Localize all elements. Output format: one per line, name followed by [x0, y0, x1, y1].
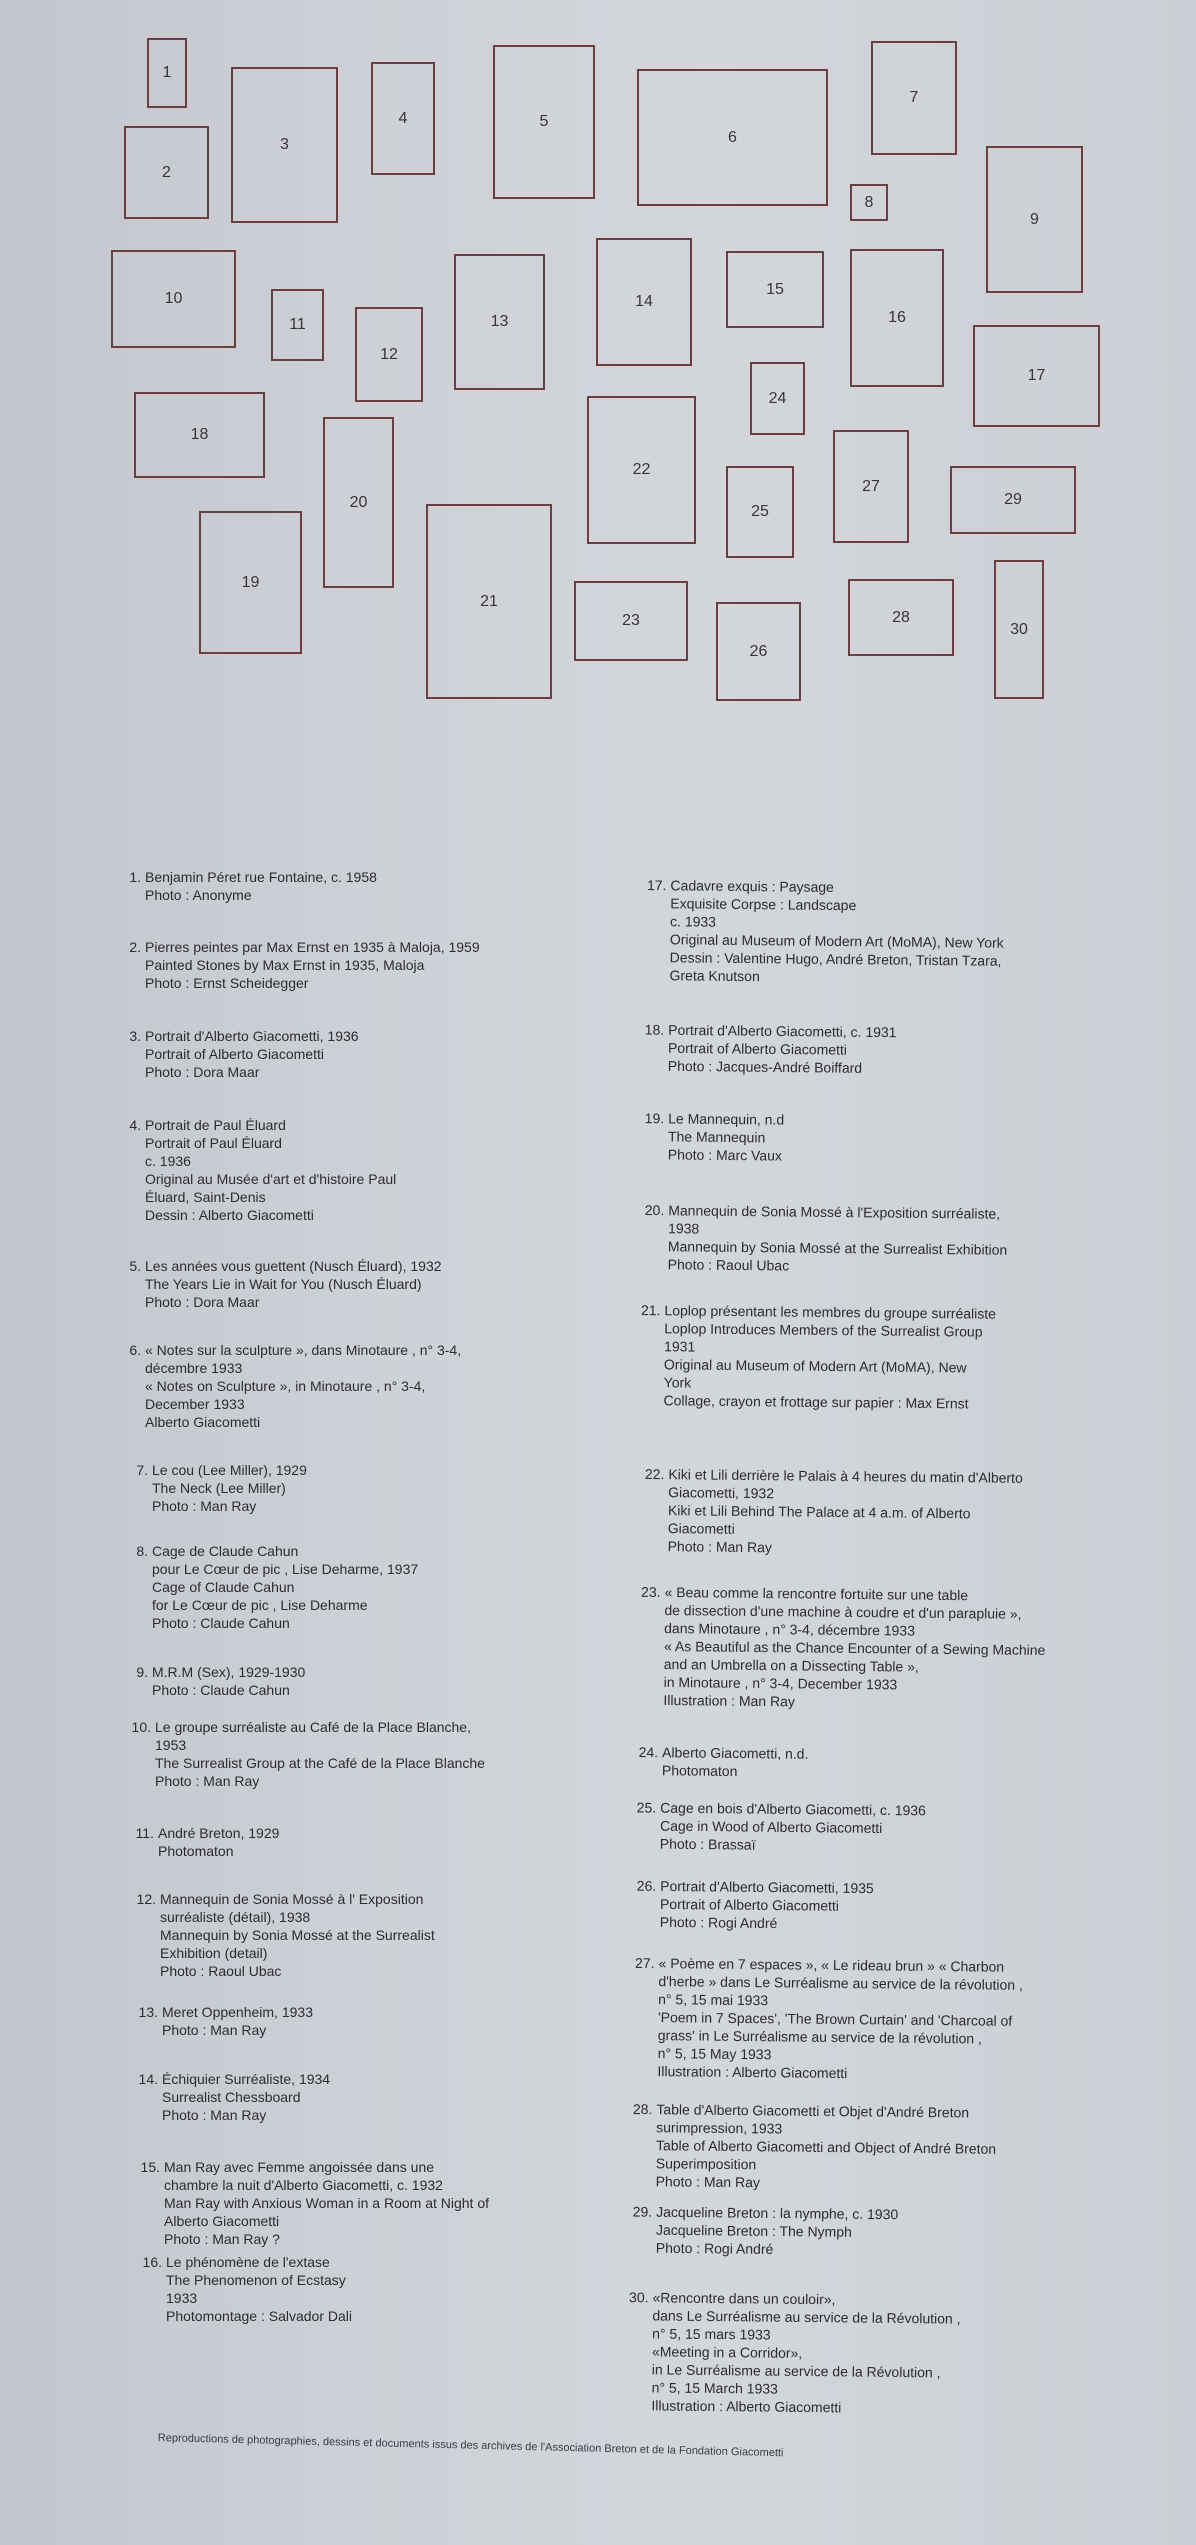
caption-line: Le phénomène de l'extase — [166, 2254, 330, 2270]
frame-number: 1 — [162, 64, 172, 81]
caption-line: Mannequin de Sonia Mossé à l' Exposition — [160, 1891, 424, 1907]
caption-number: 20. — [644, 1201, 665, 1219]
caption-line: Kiki et Lili Behind The Palace at 4 a.m. of Alberto — [667, 1502, 971, 1522]
caption-line: 'Poem in 7 Spaces', 'The Brown Curtain' and 'Charcoal of — [657, 2009, 1013, 2029]
frame-number: 15 — [766, 280, 784, 298]
frame-number: 6 — [728, 128, 737, 146]
frame-20 — [323, 417, 394, 588]
caption-line: Portrait de Paul Éluard — [145, 1117, 286, 1133]
caption-line: « Poème en 7 espaces », « Le rideau brun » « Charbon — [658, 1955, 1005, 1975]
frame-number: 8 — [864, 193, 874, 211]
caption-line: Photo : Dora Maar — [145, 1294, 260, 1310]
caption-line: Alberto Giacometti, n.d. — [662, 1744, 809, 1762]
frame-number: 7 — [909, 89, 919, 106]
caption-line: de dissection d'une machine à coudre et d'un parapluie », — [664, 1602, 1022, 1622]
caption-line: Exhibition (detail) — [160, 1945, 268, 1961]
caption-line: in Le Surréalisme au service de la Révolution , — [651, 2361, 941, 2381]
caption-2 — [129, 938, 480, 992]
caption-6 — [129, 1341, 462, 1431]
caption-line: Jacqueline Breton : The Nymph — [655, 2221, 852, 2240]
caption-line: décembre 1933 — [145, 1360, 243, 1376]
caption-line: Photomontage : Salvador Dali — [166, 2308, 352, 2324]
caption-number: 10. — [131, 1719, 151, 1735]
caption-11 — [135, 1824, 280, 1860]
frame-9 — [986, 146, 1083, 293]
frame-21 — [426, 504, 552, 699]
caption-line: « Beau comme la rencontre fortuite sur une table — [664, 1584, 969, 1604]
caption-line: Original au Museum of Modern Art (MoMA), New — [663, 1356, 967, 1376]
caption-number: 3. — [129, 1028, 141, 1044]
caption-line: 1931 — [664, 1338, 696, 1355]
caption-number: 8. — [136, 1543, 148, 1559]
frame-number: 14 — [635, 293, 653, 310]
caption-line: Portrait of Paul Éluard — [145, 1135, 282, 1151]
caption-4 — [129, 1116, 397, 1224]
frame-15 — [726, 251, 824, 328]
caption-number: 27. — [635, 1954, 655, 1972]
caption-number: 19. — [644, 1110, 665, 1127]
caption-line: Greta Knutson — [669, 967, 760, 985]
caption-7 — [136, 1461, 307, 1515]
caption-23 — [641, 1583, 1046, 1713]
caption-line: Portrait d'Alberto Giacometti, c. 1931 — [668, 1021, 897, 1041]
caption-line: Benjamin Péret rue Fontaine, c. 1958 — [145, 869, 377, 885]
caption-18 — [644, 1021, 897, 1077]
caption-line: «Meeting in a Corridor», — [651, 2343, 803, 2361]
caption-line: « Notes sur la sculpture », dans Minotaure , n° 3-4, — [145, 1342, 462, 1358]
caption-line: The Mannequin — [667, 1128, 766, 1146]
footer-credit: Reproductions de photographies, dessins et documents issus des archives de l'Association Breton et de la Fondation Giacometti — [157, 2432, 784, 2460]
frame-29 — [950, 466, 1076, 534]
caption-17 — [646, 876, 1004, 987]
caption-line: Portrait of Alberto Giacometti — [667, 1039, 848, 1058]
caption-line: Cadavre exquis : Paysage — [670, 877, 834, 895]
caption-number: 11. — [135, 1825, 154, 1841]
caption-line: Jacqueline Breton : la nymphe, c. 1930 — [656, 2203, 899, 2223]
frame-number: 17 — [1027, 367, 1046, 384]
frame-number: 9 — [1030, 210, 1039, 228]
caption-line: Illustration : Alberto Giacometti — [651, 2397, 842, 2416]
caption-line: Le groupe surréaliste au Café de la Place Blanche, — [155, 1719, 471, 1735]
caption-line: Photo : Man Ray — [667, 1538, 772, 1556]
caption-line: Photo : Marc Vaux — [667, 1146, 783, 1164]
caption-number: 18. — [644, 1021, 665, 1038]
caption-line: Superimposition — [655, 2155, 757, 2173]
caption-number: 22. — [644, 1465, 665, 1483]
caption-line: c. 1933 — [670, 913, 717, 930]
caption-number: 26. — [636, 1877, 657, 1894]
caption-line: Photomaton — [661, 1762, 738, 1780]
frame-7 — [871, 41, 957, 155]
caption-number: 2. — [129, 939, 141, 955]
frame-6 — [637, 69, 828, 206]
frame-number: 23 — [622, 612, 640, 629]
frame-number: 21 — [480, 592, 498, 610]
caption-line: in Minotaure , n° 3-4, December 1933 — [663, 1674, 898, 1693]
frame-26 — [716, 602, 801, 701]
caption-number: 28. — [632, 2100, 653, 2118]
caption-line: Photo : Man Ray — [152, 1498, 257, 1514]
frame-2 — [124, 126, 209, 219]
caption-line: Photo : Claude Cahun — [152, 1682, 290, 1698]
frame-14 — [596, 238, 692, 366]
caption-13 — [138, 2003, 313, 2039]
frame-8 — [850, 184, 888, 221]
caption-25 — [636, 1799, 926, 1856]
frame-number: 28 — [892, 608, 910, 626]
caption-3 — [129, 1027, 359, 1081]
caption-number: 24. — [638, 1743, 659, 1761]
caption-number: 17. — [646, 877, 667, 894]
caption-line: « Notes on Sculpture », in Minotaure , n° 3-4, — [145, 1378, 426, 1394]
caption-number: 25. — [636, 1799, 657, 1816]
caption-16 — [142, 2253, 352, 2325]
caption-line: « As Beautiful as the Chance Encounter of a Sewing Machine — [663, 1638, 1046, 1658]
caption-line: Les années vous guettent (Nusch Éluard), 1932 — [145, 1258, 442, 1274]
frame-5 — [493, 45, 595, 199]
frame-number: 27 — [862, 477, 880, 495]
frame-number: 13 — [490, 313, 509, 330]
frame-number: 5 — [539, 113, 549, 130]
caption-line: n° 5, 15 mai 1933 — [658, 1991, 769, 2009]
frame-number: 11 — [289, 316, 306, 333]
caption-line: Table of Alberto Giacometti and Object of André Breton — [655, 2137, 997, 2157]
caption-line: Photo : Raoul Ubac — [667, 1256, 790, 1274]
caption-line: Photo : Raoul Ubac — [160, 1963, 282, 1979]
caption-29 — [632, 2203, 899, 2260]
frame-17 — [973, 325, 1100, 427]
frame-4 — [371, 62, 435, 175]
caption-line: M.R.M (Sex), 1929-1930 — [152, 1664, 306, 1680]
frame-12 — [355, 307, 423, 402]
caption-line: pour Le Cœur de pic , Lise Deharme, 1937 — [152, 1561, 419, 1577]
frame-number: 24 — [768, 389, 787, 407]
frame-22 — [587, 396, 696, 544]
caption-line: Photomaton — [158, 1843, 234, 1859]
caption-line: Pierres peintes par Max Ernst en 1935 à Maloja, 1959 — [145, 939, 480, 955]
caption-20 — [644, 1201, 1008, 1277]
caption-line: The Surrealist Group at the Café de la Place Blanche — [155, 1755, 485, 1771]
caption-line: Photo : Ernst Scheidegger — [145, 975, 309, 991]
caption-line: Loplop Introduces Members of the Surrealist Group — [664, 1320, 983, 1340]
frame-number: 12 — [380, 345, 398, 363]
caption-line: Photo : Man Ray — [155, 1773, 260, 1789]
frame-16 — [850, 249, 944, 387]
caption-27 — [635, 1954, 1023, 2084]
caption-line: grass' in Le Surréalisme au service de la révolution , — [657, 2027, 982, 2047]
caption-24 — [638, 1743, 809, 1781]
caption-line: 1953 — [155, 1737, 187, 1753]
caption-line: The Years Lie in Wait for You (Nusch Éluard) — [145, 1276, 422, 1292]
caption-5 — [129, 1257, 442, 1311]
caption-number: 23. — [641, 1583, 661, 1600]
caption-line: dans Minotaure , n° 3-4, décembre 1933 — [664, 1620, 916, 1639]
caption-line: Portrait d'Alberto Giacometti, 1936 — [145, 1028, 359, 1044]
frame-23 — [574, 581, 688, 661]
frame-number: 10 — [164, 290, 183, 307]
caption-number: 12. — [136, 1891, 156, 1907]
caption-line: chambre la nuit d'Alberto Giacometti, c. 1932 — [164, 2177, 443, 2193]
caption-line: Kiki et Lili derrière le Palais à 4 heures du matin d'Alberto — [668, 1466, 1023, 1486]
caption-line: and an Umbrella on a Dissecting Table », — [663, 1656, 919, 1675]
caption-line: Échiquier Surréaliste, 1934 — [162, 2071, 331, 2087]
caption-line: dans Le Surréalisme au service de la Révolution , — [652, 2307, 961, 2327]
caption-22 — [644, 1465, 1023, 1559]
frame-number: 26 — [749, 642, 768, 660]
caption-line: «Rencontre dans un couloir», — [652, 2289, 836, 2308]
caption-line: surimpression, 1933 — [656, 2119, 783, 2137]
caption-line: Photo : Man Ray — [162, 2022, 267, 2038]
caption-line: 1933 — [166, 2290, 198, 2306]
caption-line: Dessin : Alberto Giacometti — [145, 1207, 314, 1223]
caption-number: 21. — [640, 1302, 661, 1319]
frame-number: 2 — [162, 163, 171, 181]
caption-line: Mannequin by Sonia Mossé at the Surrealist Exhibition — [667, 1238, 1008, 1258]
caption-line: Le Mannequin, n.d — [668, 1110, 785, 1128]
frame-number: 19 — [241, 573, 260, 591]
frame-24 — [750, 362, 805, 435]
frame-25 — [726, 466, 794, 558]
caption-line: Original au Musée d'art et d'histoire Paul — [145, 1171, 397, 1187]
caption-line: Portrait of Alberto Giacometti — [145, 1046, 324, 1062]
caption-line: Photo : Man Ray — [162, 2107, 267, 2123]
frame-number: 29 — [1004, 491, 1022, 508]
caption-line: Illustration : Alberto Giacometti — [657, 2063, 848, 2082]
frame-19 — [199, 511, 302, 654]
caption-line: Photo : Claude Cahun — [152, 1615, 290, 1631]
caption-line: Photo : Anonyme — [145, 887, 252, 903]
caption-number: 5. — [129, 1258, 141, 1274]
frame-number: 30 — [1010, 620, 1028, 638]
caption-number: 13. — [138, 2004, 158, 2020]
caption-line: c. 1936 — [145, 1153, 191, 1169]
caption-line: Man Ray avec Femme angoissée dans une — [164, 2159, 435, 2175]
caption-line: Éluard, Saint-Denis — [145, 1189, 266, 1205]
caption-12 — [136, 1890, 435, 1980]
caption-number: 4. — [129, 1117, 141, 1133]
frame-27 — [833, 430, 909, 543]
frame-1 — [147, 38, 187, 108]
caption-26 — [636, 1877, 874, 1933]
caption-line: Photo : Brassaï — [659, 1835, 756, 1853]
caption-line: Photo : Rogi André — [655, 2239, 774, 2257]
caption-line: York — [663, 1374, 692, 1391]
caption-line: Giacometti — [667, 1520, 735, 1537]
caption-line: Cage of Claude Cahun — [152, 1579, 295, 1595]
caption-line: The Phenomenon of Ecstasy — [166, 2272, 346, 2288]
caption-line: Loplop présentant les membres du groupe surréaliste — [664, 1302, 997, 1322]
caption-number: 29. — [632, 2203, 653, 2220]
caption-line: Alberto Giacometti — [164, 2213, 280, 2229]
caption-14 — [138, 2070, 331, 2124]
caption-line: Photo : Man Ray — [655, 2173, 760, 2191]
caption-line: Cage en bois d'Alberto Giacometti, c. 1936 — [660, 1799, 926, 1819]
caption-19 — [644, 1109, 785, 1164]
frame-30 — [994, 560, 1044, 699]
caption-line: Surrealist Chessboard — [162, 2089, 301, 2105]
caption-line: Le cou (Lee Miller), 1929 — [152, 1462, 307, 1478]
caption-number: 1. — [129, 869, 141, 885]
caption-30 — [629, 2288, 961, 2417]
caption-line: Exquisite Corpse : Landscape — [670, 895, 857, 914]
caption-10 — [131, 1718, 485, 1790]
frame-10 — [111, 250, 236, 348]
caption-line: Photo : Man Ray ? — [164, 2231, 280, 2247]
frame-13 — [454, 254, 545, 390]
caption-line: Painted Stones by Max Ernst in 1935, Maloja — [145, 957, 425, 973]
caption-line: The Neck (Lee Miller) — [152, 1480, 286, 1496]
frame-28 — [848, 579, 954, 656]
caption-line: Meret Oppenheim, 1933 — [162, 2004, 313, 2020]
caption-line: André Breton, 1929 — [158, 1825, 280, 1841]
caption-15 — [140, 2158, 490, 2248]
caption-line: Portrait of Alberto Giacometti — [659, 1895, 840, 1914]
caption-number: 16. — [142, 2254, 162, 2270]
caption-line: Table d'Alberto Giacometti et Objet d'André Breton — [656, 2101, 970, 2121]
caption-line: Alberto Giacometti — [145, 1414, 261, 1430]
caption-line: n° 5, 15 mars 1933 — [652, 2325, 771, 2343]
caption-line: surréaliste (détail), 1938 — [160, 1909, 311, 1925]
caption-line: Cage in Wood of Alberto Giacometti — [659, 1817, 883, 1836]
caption-line: for Le Cœur de pic , Lise Deharme — [152, 1597, 368, 1613]
caption-line: Dessin : Valentine Hugo, André Breton, Tristan Tzara, — [669, 949, 1002, 969]
caption-line: Mannequin de Sonia Mossé à l'Exposition surréaliste, — [668, 1202, 1001, 1222]
frame-18 — [134, 392, 265, 478]
caption-21 — [640, 1301, 997, 1412]
caption-line: Cage de Claude Cahun — [152, 1543, 299, 1559]
caption-number: 15. — [140, 2159, 160, 2175]
frame-number: 20 — [349, 493, 368, 511]
caption-line: d'herbe » dans Le Surréalisme au service de la révolution , — [658, 1973, 1023, 1993]
caption-line: Mannequin by Sonia Mossé at the Surrealist — [160, 1927, 435, 1943]
caption-9 — [136, 1663, 306, 1699]
caption-line: Portrait d'Alberto Giacometti, 1935 — [660, 1877, 874, 1897]
caption-line: n° 5, 15 March 1933 — [651, 2379, 778, 2397]
caption-number: 7. — [136, 1462, 148, 1478]
frame-3 — [231, 67, 338, 223]
caption-28 — [632, 2100, 997, 2194]
caption-line: Photo : Rogi André — [659, 1913, 778, 1932]
caption-line: Original au Museum of Modern Art (MoMA), New York — [669, 931, 1004, 951]
caption-number: 9. — [136, 1664, 148, 1680]
frame-number: 3 — [280, 136, 289, 153]
caption-line: Photo : Dora Maar — [145, 1064, 260, 1080]
caption-line: n° 5, 15 May 1933 — [657, 2045, 772, 2063]
caption-number: 14. — [138, 2071, 158, 2087]
frame-11 — [271, 289, 324, 361]
caption-number: 6. — [129, 1342, 141, 1358]
caption-number: 30. — [629, 2289, 649, 2306]
caption-8 — [136, 1542, 419, 1632]
caption-line: Collage, crayon et frottage sur papier : Max Ernst — [663, 1392, 969, 1412]
caption-1 — [129, 868, 377, 904]
caption-line: 1938 — [668, 1220, 700, 1237]
frame-number: 4 — [398, 109, 408, 127]
frame-number: 18 — [190, 426, 209, 443]
caption-line: Illustration : Man Ray — [663, 1692, 796, 1710]
caption-line: Photo : Jacques-André Boiffard — [667, 1057, 863, 1076]
caption-line: Giacometti, 1932 — [668, 1484, 775, 1502]
caption-line: Man Ray with Anxious Woman in a Room at Night of — [164, 2195, 490, 2211]
frame-number: 16 — [888, 309, 906, 326]
caption-line: December 1933 — [145, 1396, 245, 1412]
frame-number: 25 — [751, 503, 769, 520]
frame-number: 22 — [632, 461, 651, 478]
